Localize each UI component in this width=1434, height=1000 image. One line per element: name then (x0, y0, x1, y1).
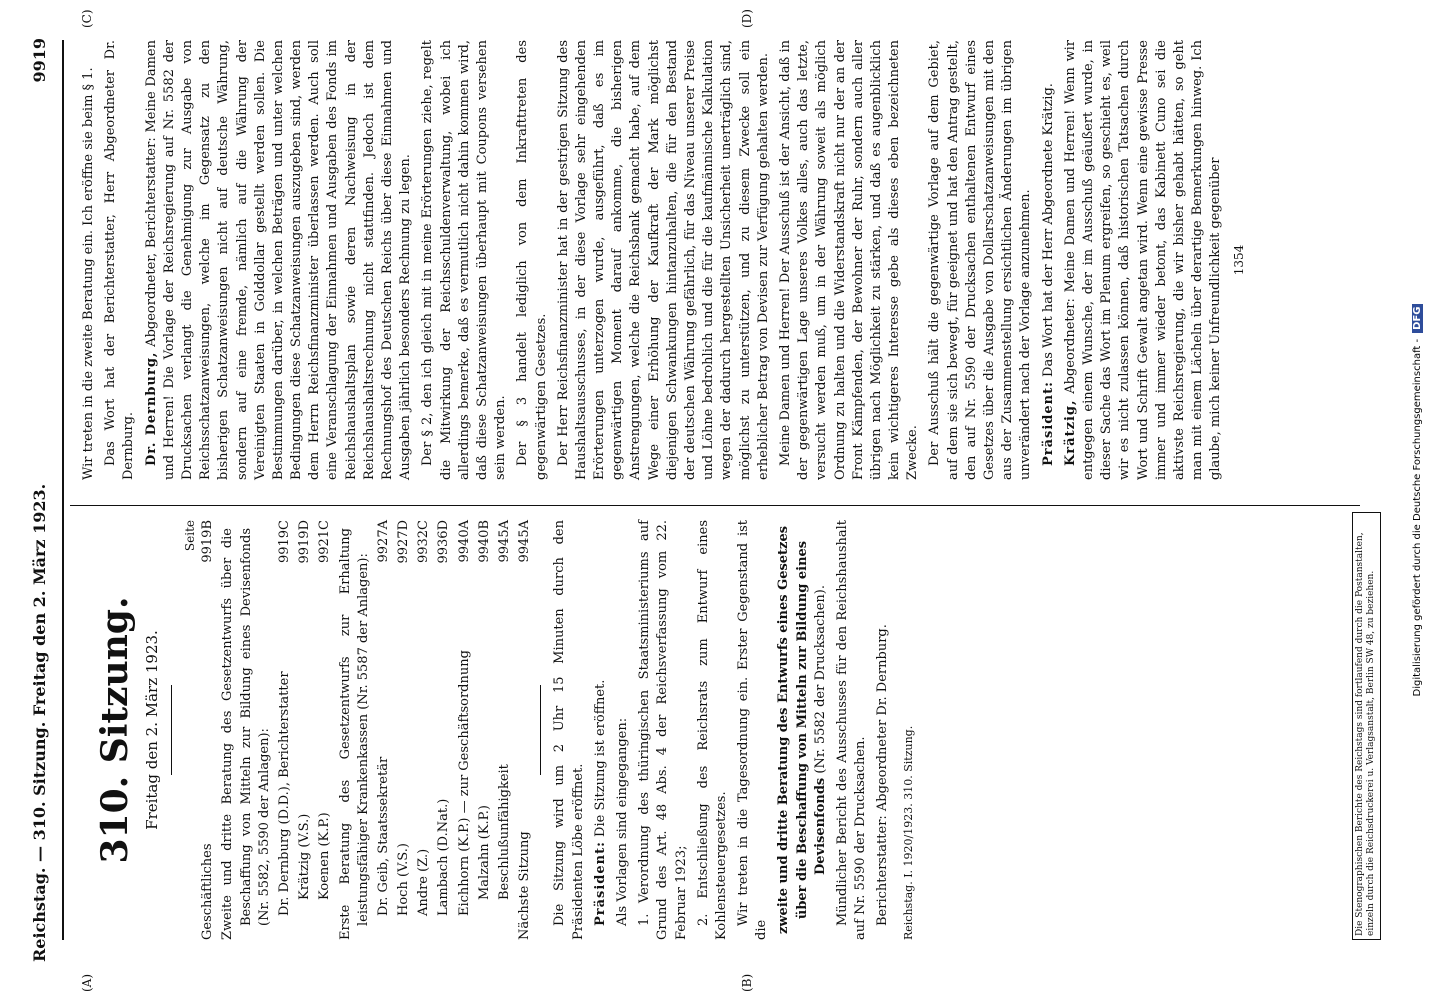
paragraph: Der § 2, den ich gleich mit in meine Erörterungen ziehe, regelt die Mitwirkung der Reichsschuldenverwaltung, wobei ich allerdings bemerke, daß es vermutlich nicht dahin kommen wird, daß diese Schatzanweisungen überhaupt mit Coupons versehen sein werden. (420, 40, 509, 480)
toc-row (276, 520, 294, 940)
toc-text: Eichhorn (K.P.) — zur Geschäftsordnung (456, 650, 472, 916)
beratung-block (775, 520, 830, 940)
toc-page: 9927D (396, 520, 412, 564)
speaker-name: Dr. Dernburg, (143, 351, 159, 466)
speaker-role: Abgeordneter: (1062, 298, 1078, 394)
toc-text: Nächste Sitzung (517, 831, 533, 940)
toc-text: Dr. Geib, Staatssekretär (375, 756, 391, 916)
toc-page: 9919B (200, 520, 216, 563)
president-opening (592, 520, 610, 940)
toc-row (435, 520, 453, 940)
toc-row (496, 520, 514, 940)
marker-c: (C) (80, 9, 94, 28)
digitization-note (1412, 0, 1426, 1000)
toc-page: 9919C (276, 520, 292, 564)
toc-text: Hoch (V.S.) (396, 843, 412, 916)
session-title: 310. Sitzung. (94, 596, 136, 864)
beratung-title: zweite und dritte Beratung des Entwurfs eines Gesetzes über die Beschaffung von Mitteln zur Bildung eines Devisenfonds (776, 525, 828, 935)
dfg-logo: DFG (1412, 304, 1423, 333)
toc-row (456, 520, 474, 940)
paragraph: Der § 3 handelt lediglich von dem Inkrafttreten des gegenwärtigen Gesetzes. (515, 40, 549, 480)
toc-text: Erste Beratung des Gesetzentwurfs zur Erhaltung leistungsfähiger Krankenkassen (Nr. 5587 der Anlagen): (337, 528, 371, 940)
toc-page: 9945A (517, 520, 533, 563)
toc-row (316, 520, 334, 940)
toc-page: 9936D (436, 520, 452, 564)
toc-end-rule (540, 685, 541, 775)
toc-row (375, 520, 393, 940)
toc-row (199, 520, 217, 940)
right-column (80, 40, 1248, 480)
president-label: Präsident: (1040, 381, 1056, 466)
beratung-ref: (Nr. 5582 der Drucksachen). (812, 585, 828, 774)
header-rule (62, 40, 64, 940)
digitization-text-wrap (1412, 0, 1426, 1000)
toc-page: 9932C (416, 520, 432, 564)
footer-reference: Reichstag. I. 1920/1923. 310. Sitzung. (901, 725, 915, 940)
paragraph: Der Herr Reichsfinanzminister hat in der gestrigen Sitzung des Haushaltsausschusses, in der diese Vorlage sehr eingehenden Erörterungen unterzogen wurde, ausgeführt, daß es im gegenwärtigen Moment darauf ankomme, die bisherigen Anstrengungen, welche die Reichsbank gemacht habe, auf dem Wege einer Erhöhung der Kaufkraft der Mark möglichst diejenigen Schwankungen hintanzuhalten, die für den Bestand der deutschen Währung gefährlich, für das Niveau unserer Preise und Löhne bedrohlich und die für die kaufmännische Kalkulation wegen der dadurch hergestellten Unsicherheit unerträglich sind, möglichst zu unterstützen, und zu diesem Zwecke soll ein erheblicher Betrag von Devisen zur Verfügung gehalten werden. (555, 40, 771, 480)
toc-row (395, 520, 413, 940)
president-label: Präsident: (592, 841, 608, 926)
toc-text: Zweite und dritte Beratung des Gesetzentwurfs über die Beschaffung von Mitteln zur Bildung eines Devisenfonds (Nr. 5582, 5590 der Anlagen): (220, 528, 272, 940)
president-turn (1040, 40, 1058, 480)
toc-page-label: Seite (183, 520, 198, 552)
session-date: Freitag den 2. März 1923. (143, 630, 162, 830)
toc-row (219, 520, 274, 940)
marker-a: (A) (80, 973, 94, 992)
toc-page: 9919D (297, 520, 313, 564)
header-page-number: 9919 (30, 38, 49, 83)
president-text: Das Wort hat der Herr Abgeordnete Krätzig. (1040, 83, 1056, 377)
toc-page: 9945A (497, 520, 512, 563)
title-rule (171, 685, 172, 775)
toc-page: 9940A (456, 520, 472, 563)
toc-text: Andre (Z.) (416, 848, 432, 916)
marker-d: (D) (740, 9, 754, 28)
left-column (80, 520, 916, 940)
marker-b: (B) (740, 973, 754, 992)
paragraph: Wir treten in die zweite Beratung ein. Ich eröffne sie beim § 1. (81, 67, 96, 480)
running-header (30, 38, 56, 962)
toc-page: 9921C (317, 520, 333, 564)
signature-number: 1354 (1232, 244, 1247, 276)
vorlagen-intro: Als Vorlagen sind eingegangen: (614, 717, 630, 926)
toc-row (337, 520, 373, 940)
toc-row (516, 520, 534, 940)
paragraph: Das Wort hat der Berichterstatter, Herr Abgeordneter Dr. Dernburg. (103, 40, 137, 480)
speech-dernburg (143, 40, 416, 480)
distribution-note: Die Stenographischen Berichte des Reichstags sind fortlaufend durch die Postanstalten, einzeln durch die Reichsdruckerei u. Verlagsanstalt, Berlin SW 48, zu beziehen. (1352, 512, 1381, 940)
table-of-contents (199, 520, 534, 940)
toc-text: Lambach (D.Nat.) (436, 798, 452, 916)
speech-kraetzig (1062, 40, 1226, 480)
digitization-text: Digitalisierung gefördert durch die Deutsche Forschungsgemeinschaft - (1412, 338, 1423, 697)
toc-text: Dr. Dernburg (D.D.), Berichterstatter (276, 671, 292, 916)
toc-row (415, 520, 433, 940)
president-opening-text: Die Sitzung ist eröffnet. (592, 679, 608, 837)
vorlage-item: 1. Verordnung des thüringischen Staatsministeriums auf Grund des Art. 48 Abs. 4 der Reichsverfassung vom 22. Februar 1923; (637, 520, 689, 940)
toc-row (476, 520, 494, 940)
toc-text: Malzahn (K.P.) (476, 805, 492, 900)
speaker-role: Abgeordneter, Berichterstatter: (143, 137, 159, 347)
paragraph: Meine Damen und Herren! Der Ausschuß ist der Ansicht, daß in der gegenwärtigen Lage unseres Volkes alles, auch das letzte, versucht werden muß, um in der Währung soweit als möglich Ordnung zu halten und die Widerstandskraft nicht nur der an der Front Kämpfenden, der Bewohner der Ruhr, sondern auch aller übrigen nach Möglichkeit zu stärken, und daß es augenblicklich kein wichtigeres Interesse gebe als dieses eben bezeichneten Zwecke. (777, 40, 921, 480)
toc-text: Koenen (K.P.) (317, 812, 333, 900)
toc-text: Geschäftliches (200, 843, 216, 940)
berichterstatter-line: Berichterstatter: Abgeordneter Dr. Dernburg. (875, 624, 891, 926)
bericht-paragraph: Mündlicher Bericht des Ausschusses für den Reichshaushalt auf Nr. 5590 der Drucksachen. (835, 520, 869, 940)
toc-page: 9940B (476, 520, 492, 563)
agenda-paragraph: Wir treten in die Tagesordnung ein. Erster Gegenstand ist die (736, 520, 770, 940)
header-left: Reichstag. — 310. Sitzung. Freitag den 2. März 1923. (30, 483, 49, 962)
toc-text: Krätzig (V.S.) (297, 813, 313, 900)
opening-paragraph: Die Sitzung wird um 2 Uhr 15 Minuten durch den Präsidenten Löbe eröffnet. (552, 520, 586, 940)
speaker-name: Krätzig, (1062, 399, 1078, 466)
toc-text: Beschlußunfähigkeit (497, 764, 512, 900)
paragraph: Der Ausschuß hält die gegenwärtige Vorlage auf dem Gebiet, auf dem sie sich bewegt, für geeignet und hat den Antrag gestellt, den auf Nr. 5590 der Drucksachen enthaltenen Entwurf eines Gesetzes über die Ausgabe von Dollarschatzanweisungen mit den aus der Zusammenstellung ersichtlichen Änderungen im übrigen unverändert nach der Vorlage anzunehmen. (927, 40, 1034, 480)
toc-row (296, 520, 314, 940)
toc-page: 9927A (375, 520, 391, 563)
column-divider (70, 505, 1360, 506)
speech-text: Meine Damen und Herren! Wenn wir entgegen einem Wunsche, der im Ausschuß geäußert wurde, in dieser Sache das Wort im Plenum ergreifen, so geschieht es, weil wir es nicht zulassen können, daß historischen Tatsachen durch Wort und Schrift Gewalt angetan wird. Wenn eine gewisse Presse immer und immer wieder betont, das Kabinett Cuno sei die aktivste Reichsregierung, die wir bisher gehabt hätten, so geht man mit einem Lächeln über derartige Bemerkungen hinweg. Ich glaube, mich keiner Unfreundlichkeit gegenüber (1062, 39, 1224, 480)
speech-text: Meine Damen und Herren! Die Vorlage der Reichsregierung auf Nr. 5582 der Drucksachen verlangt die Genehmigung zur Ausgabe von Reichsschatzanweisungen, welche im Gegensatz zu den bisherigen Schatzanweisungen nicht auf deutsche Währung, sondern auf eine fremde, nämlich auf die Währung der Vereinigten Staaten in Golddollar gestellt werden sollen. Die Bestimmungen darüber, in welchen Beträgen und unter welchen Bedingungen diese Schatzanweisungen auszugeben sind, werden dem Herrn Reichsfinanzminister überlassen werden. Auch soll eine Veranschlagung der Einnahmen und Ausgaben des Fonds im Reichshaushaltsplan sowie deren Nachweisung in der Reichshaushaltsrechnung nicht stattfinden. Jedoch ist dem Rechnungshof des Deutschen Reichs über diese Einnahmen und Ausgaben jährlich besonders Rechnung zu legen. (143, 40, 414, 480)
vorlage-item: 2. Entschließung des Reichsrats zum Entwurf eines Kohlensteuergesetzes. (695, 520, 729, 940)
